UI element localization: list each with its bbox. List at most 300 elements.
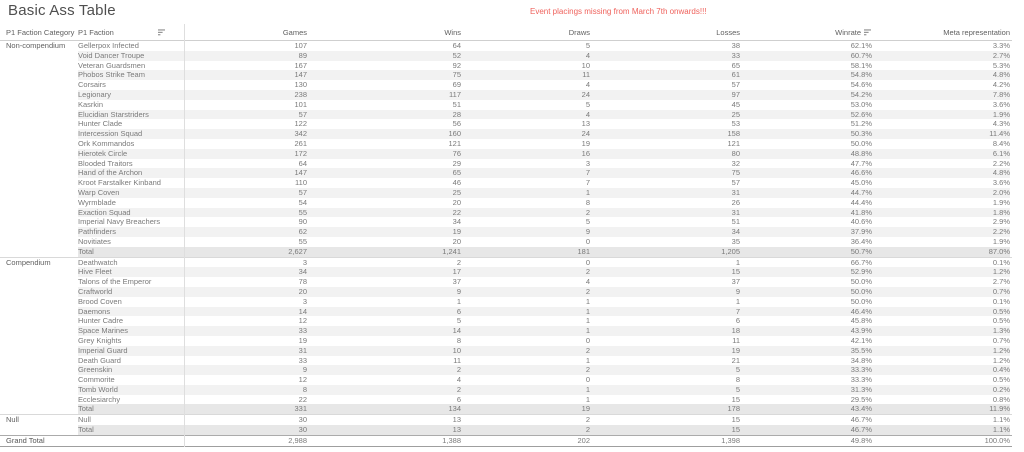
cell-losses: 158	[590, 129, 740, 139]
cell-meta-representation: 3.6%	[992, 99, 1010, 109]
cell-games: 8	[184, 385, 307, 395]
cell-draws: 2	[461, 346, 590, 356]
cell-faction: Legionary	[78, 90, 184, 100]
cell-draws: 16	[461, 149, 590, 159]
cell-faction: Corsairs	[78, 80, 106, 90]
cell-games: 30	[298, 415, 307, 425]
cell-winrate: 35.5%	[740, 346, 872, 356]
cell-meta-representation: 1.9%	[872, 110, 1010, 120]
cell-faction-category	[0, 365, 78, 375]
cell-faction	[78, 436, 184, 446]
cell-draws: 7	[585, 178, 590, 188]
cell-faction: Null	[78, 415, 91, 425]
cell-draws: 3	[585, 158, 590, 168]
cell-losses: 35	[731, 236, 740, 246]
header-games[interactable]: Games	[282, 27, 307, 37]
cell-winrate: 50.7%	[740, 247, 872, 257]
cell-meta-representation: 1.2%	[992, 355, 1010, 365]
cell-draws: 2	[461, 425, 590, 435]
cell-meta-representation: 87.0%	[872, 247, 1010, 257]
header-wins[interactable]: Wins	[444, 27, 461, 37]
cell-losses: 21	[731, 355, 740, 365]
cell-losses: 15	[731, 394, 740, 404]
cell-meta-representation: 1.1%	[872, 425, 1010, 435]
cell-faction-category	[0, 168, 78, 178]
cell-faction-category	[0, 267, 78, 277]
table-row	[0, 110, 1012, 120]
cell-losses: 8	[735, 375, 740, 385]
cell-faction: Hand of the Archon	[78, 168, 184, 178]
cell-winrate: 50.0%	[850, 138, 872, 148]
cell-wins: 160	[307, 129, 461, 139]
cell-draws: 2	[585, 415, 590, 425]
cell-games: 20	[184, 287, 307, 297]
cell-draws: 1	[461, 307, 590, 317]
cell-faction-category	[0, 346, 78, 356]
cell-faction-category	[0, 110, 78, 120]
cell-meta-representation: 0.5%	[992, 316, 1010, 326]
cell-faction-category	[0, 178, 78, 188]
cell-draws: 8	[585, 197, 590, 207]
cell-winrate: 52.9%	[740, 267, 872, 277]
cell-losses: 37	[731, 277, 740, 287]
cell-draws: 10	[581, 60, 590, 70]
cell-wins: 92	[452, 60, 461, 70]
cell-draws: 2	[461, 267, 590, 277]
cell-games: 34	[184, 267, 307, 277]
cell-faction-category	[0, 326, 78, 336]
cell-faction: Blooded Traitors	[78, 158, 133, 168]
cell-faction: Exaction Squad	[78, 208, 184, 218]
cell-games: 2,627	[184, 247, 307, 257]
header-faction-category[interactable]: P1 Faction Category	[6, 27, 75, 37]
cell-winrate: 46.6%	[740, 168, 872, 178]
cell-losses: 25	[590, 110, 740, 120]
cell-losses: 9	[590, 287, 740, 297]
table-row	[0, 356, 1012, 366]
table-row	[0, 267, 1012, 277]
cell-faction: Ork Kommandos	[78, 138, 135, 148]
cell-losses: 1	[735, 257, 740, 267]
data-table	[0, 24, 1012, 447]
cell-draws: 9	[461, 227, 590, 237]
table-row	[0, 435, 1012, 447]
cell-draws: 5	[585, 217, 590, 227]
cell-meta-representation: 1.8%	[872, 208, 1010, 218]
cell-games: 33	[298, 355, 307, 365]
cell-wins: 20	[452, 236, 461, 246]
cell-games: 342	[184, 129, 307, 139]
cell-draws: 24	[461, 90, 590, 100]
cell-games: 22	[298, 394, 307, 404]
cell-faction: Death Guard	[78, 355, 121, 365]
cell-losses: 5	[590, 365, 740, 375]
header-meta-representation[interactable]: Meta representation	[943, 27, 1010, 37]
cell-meta-representation: 2.2%	[872, 227, 1010, 237]
cell-winrate: 51.2%	[850, 119, 872, 129]
cell-faction: Tomb World	[78, 385, 184, 395]
table-row	[0, 159, 1012, 169]
cell-winrate: 36.4%	[850, 236, 872, 246]
cell-games: 55	[184, 208, 307, 218]
table-header-row	[0, 24, 1012, 41]
cell-wins: 117	[307, 90, 461, 100]
cell-faction: Veteran Guardsmen	[78, 60, 146, 70]
cell-faction-category	[0, 287, 78, 297]
cell-meta-representation: 0.5%	[992, 375, 1010, 385]
cell-losses: 1,398	[721, 435, 740, 445]
table-row	[0, 297, 1012, 307]
cell-wins: 69	[452, 80, 461, 90]
cell-faction-category	[0, 188, 78, 198]
cell-wins: 22	[307, 208, 461, 218]
cell-faction: Void Dancer Troupe	[78, 51, 184, 61]
cell-losses: 15	[590, 267, 740, 277]
cell-faction: Warp Coven	[78, 188, 184, 198]
table-row	[0, 365, 1012, 375]
cell-wins: 75	[307, 70, 461, 80]
cell-meta-representation: 6.1%	[872, 149, 1010, 159]
cell-faction-category	[0, 237, 78, 247]
cell-games: 12	[298, 316, 307, 326]
cell-winrate: 40.6%	[850, 217, 872, 227]
header-winrate[interactable]	[740, 28, 872, 37]
page-title: Basic Ass Table	[8, 2, 116, 19]
cell-faction-category	[0, 316, 78, 326]
cell-games: 12	[298, 375, 307, 385]
table-row	[0, 415, 1012, 425]
cell-games: 57	[184, 110, 307, 120]
cell-faction: Kasrkin	[78, 99, 104, 109]
cell-losses: 57	[731, 178, 740, 188]
cell-faction: Imperial Navy Breachers	[78, 217, 161, 227]
cell-draws: 202	[577, 435, 590, 445]
cell-draws: 1	[585, 296, 590, 306]
table-row	[0, 51, 1012, 61]
cell-winrate: 45.8%	[850, 316, 872, 326]
cell-losses: 5	[590, 385, 740, 395]
cell-wins: 14	[307, 326, 461, 336]
cell-meta-representation: 7.8%	[872, 90, 1010, 100]
table-row	[0, 70, 1012, 80]
cell-losses: 121	[727, 138, 740, 148]
cell-wins: 9	[307, 287, 461, 297]
cell-wins: 13	[452, 415, 461, 425]
cell-faction: Total	[78, 404, 184, 414]
cell-draws: 13	[581, 119, 590, 129]
cell-faction-category	[0, 385, 78, 395]
cell-faction-category	[0, 208, 78, 218]
cell-faction: Elucidian Starstriders	[78, 110, 184, 120]
cell-faction: Brood Coven	[78, 296, 122, 306]
cell-wins: 51	[452, 99, 461, 109]
cell-losses: 15	[731, 415, 740, 425]
cell-draws: 1	[461, 188, 590, 198]
cell-games: 89	[184, 51, 307, 61]
cell-winrate: 47.7%	[850, 158, 872, 168]
cell-games: 107	[294, 41, 307, 50]
cell-wins: 121	[448, 138, 461, 148]
table-row	[0, 247, 1012, 257]
cell-draws: 0	[585, 257, 590, 267]
cell-wins: 65	[307, 168, 461, 178]
cell-faction-category	[0, 336, 78, 346]
sort-descending-icon[interactable]	[158, 29, 166, 36]
cell-faction-category: Compendium	[6, 257, 51, 267]
cell-faction: Total	[78, 425, 184, 435]
cell-faction-category	[0, 129, 78, 139]
table-row	[0, 404, 1012, 414]
cell-faction: Wyrmblade	[78, 197, 116, 207]
cell-losses: 65	[731, 60, 740, 70]
cell-faction: Gellerpox Infected	[78, 41, 139, 50]
table-row	[0, 100, 1012, 110]
cell-faction-category	[0, 80, 78, 90]
cell-faction: Intercession Squad	[78, 129, 184, 139]
cell-meta-representation: 1.9%	[992, 197, 1010, 207]
cell-faction: Phobos Strike Team	[78, 70, 184, 80]
cell-winrate: 62.1%	[850, 41, 872, 50]
table-row	[0, 178, 1012, 188]
cell-faction-category: Null	[6, 415, 19, 425]
cell-draws: 11	[461, 70, 590, 80]
header-draws[interactable]: Draws	[568, 27, 590, 37]
cell-losses: 1,205	[590, 247, 740, 257]
cell-meta-representation: 2.2%	[992, 158, 1010, 168]
cell-draws: 19	[461, 404, 590, 414]
cell-losses: 11	[732, 335, 740, 345]
cell-faction: Hive Fleet	[78, 267, 184, 277]
cell-meta-representation: 4.2%	[992, 80, 1010, 90]
cell-losses: 19	[590, 346, 740, 356]
table-row	[0, 326, 1012, 336]
cell-losses: 6	[735, 316, 740, 326]
cell-meta-representation: 1.3%	[872, 326, 1010, 336]
cell-games: 331	[184, 404, 307, 414]
table-row	[0, 316, 1012, 326]
cell-faction: Hunter Cadre	[78, 316, 124, 326]
cell-wins: 1	[456, 296, 461, 306]
cell-draws: 1	[585, 394, 590, 404]
header-faction[interactable]	[78, 28, 184, 37]
cell-wins: 13	[307, 425, 461, 435]
cell-faction: Craftworld	[78, 287, 184, 297]
cell-losses: 33	[590, 51, 740, 61]
cell-meta-representation: 3.6%	[992, 178, 1010, 188]
cell-draws: 4	[461, 110, 590, 120]
cell-losses: 51	[731, 217, 740, 227]
cell-draws: 1	[461, 385, 590, 395]
cell-faction: Commorite	[78, 375, 115, 385]
cell-faction-category	[0, 375, 78, 385]
cell-losses: 178	[590, 404, 740, 414]
cell-winrate: 43.4%	[740, 404, 872, 414]
cell-losses: 26	[731, 197, 740, 207]
table-row	[0, 90, 1012, 100]
cell-winrate: 34.8%	[850, 355, 872, 365]
cell-wins: 29	[452, 158, 461, 168]
cell-winrate: 33.3%	[850, 375, 872, 385]
table-row	[0, 41, 1012, 51]
cell-winrate: 41.8%	[740, 208, 872, 218]
cell-losses: 32	[731, 158, 740, 168]
cell-wins: 2	[307, 365, 461, 375]
cell-losses: 34	[590, 227, 740, 237]
header-losses[interactable]: Losses	[716, 27, 740, 37]
cell-draws: 2	[461, 287, 590, 297]
cell-winrate: 46.7%	[740, 425, 872, 435]
cell-meta-representation: 11.4%	[872, 129, 1010, 139]
cell-faction: Ecclesiarchy	[78, 394, 121, 404]
cell-meta-representation: 2.9%	[992, 217, 1010, 227]
cell-meta-representation: 1.9%	[992, 236, 1010, 246]
cell-draws: 0	[585, 375, 590, 385]
cell-wins: 17	[307, 267, 461, 277]
cell-winrate: 54.2%	[740, 90, 872, 100]
cell-games: 147	[184, 168, 307, 178]
cell-meta-representation: 0.7%	[872, 287, 1010, 297]
cell-winrate: 37.9%	[740, 227, 872, 237]
cell-faction-category	[0, 356, 78, 366]
cell-games: 78	[298, 277, 307, 287]
cell-draws: 1	[585, 355, 590, 365]
cell-winrate: 45.0%	[850, 178, 872, 188]
cell-wins: 5	[456, 316, 461, 326]
cell-faction-category	[0, 404, 78, 414]
cell-winrate: 49.8%	[850, 435, 872, 445]
category-group	[0, 414, 1012, 435]
cell-games: 147	[184, 70, 307, 80]
cell-winrate: 66.7%	[850, 257, 872, 267]
cell-faction-category	[0, 198, 78, 208]
cell-games: 9	[184, 365, 307, 375]
cell-faction: Greenskin	[78, 365, 184, 375]
cell-draws: 19	[581, 138, 590, 148]
cell-wins: 11	[453, 355, 461, 365]
cell-games: 167	[294, 60, 307, 70]
cell-losses: 18	[590, 326, 740, 336]
table-row	[0, 237, 1012, 247]
cell-games: 33	[184, 326, 307, 336]
cell-faction: Pathfinders	[78, 227, 184, 237]
header-winrate-label: Winrate	[835, 27, 861, 37]
table-row	[0, 208, 1012, 218]
cell-meta-representation: 1.1%	[992, 415, 1010, 425]
table-row	[0, 149, 1012, 159]
cell-losses: 61	[590, 70, 740, 80]
table-row	[0, 80, 1012, 90]
cell-faction: Total	[78, 247, 184, 257]
cell-games: 57	[184, 188, 307, 198]
cell-wins: 64	[452, 41, 461, 50]
cell-games: 90	[298, 217, 307, 227]
cell-meta-representation: 0.1%	[992, 257, 1010, 267]
cell-faction-category	[0, 425, 78, 435]
cell-losses: 38	[731, 41, 740, 50]
header-column-divider	[184, 24, 185, 447]
cell-faction: Space Marines	[78, 326, 184, 336]
cell-meta-representation: 3.3%	[992, 41, 1010, 50]
cell-faction-category	[0, 100, 78, 110]
table-row	[0, 168, 1012, 178]
cell-winrate: 58.1%	[850, 60, 872, 70]
cell-games: 101	[294, 99, 307, 109]
cell-faction: Hierotek Circle	[78, 149, 184, 159]
table-row	[0, 198, 1012, 208]
cell-meta-representation: 2.7%	[872, 51, 1010, 61]
cell-faction-category	[0, 217, 78, 227]
cell-games: 261	[294, 138, 307, 148]
cell-wins: 6	[307, 307, 461, 317]
cell-meta-representation: 4.3%	[992, 119, 1010, 129]
cell-wins: 20	[452, 197, 461, 207]
table-row	[0, 227, 1012, 237]
cell-meta-representation: 100.0%	[984, 435, 1010, 445]
table-row	[0, 346, 1012, 356]
cell-losses: 97	[590, 90, 740, 100]
cell-winrate: 29.5%	[850, 394, 872, 404]
cell-wins: 2	[456, 257, 461, 267]
cell-wins: 25	[307, 188, 461, 198]
cell-meta-representation: 0.2%	[872, 385, 1010, 395]
cell-faction-category	[0, 70, 78, 80]
cell-games: 238	[184, 90, 307, 100]
table-row	[0, 287, 1012, 297]
cell-faction-category	[0, 51, 78, 61]
cell-faction-category	[0, 61, 78, 71]
cell-wins: 28	[307, 110, 461, 120]
cell-losses: 45	[731, 99, 740, 109]
cell-wins: 37	[452, 277, 461, 287]
cell-games: 110	[295, 178, 307, 188]
cell-faction-category	[0, 90, 78, 100]
cell-faction: Talons of the Emperor	[78, 277, 152, 287]
cell-wins: 1,388	[442, 435, 461, 445]
cell-games: 62	[184, 227, 307, 237]
cell-losses: 1	[735, 296, 740, 306]
cell-games: 2,988	[288, 435, 307, 445]
cell-wins: 2	[307, 385, 461, 395]
cell-winrate: 54.6%	[850, 80, 872, 90]
cell-faction-category	[0, 247, 78, 257]
cell-games: 3	[302, 296, 307, 306]
cell-meta-representation: 0.8%	[992, 394, 1010, 404]
cell-games: 54	[298, 197, 307, 207]
cell-winrate: 46.7%	[850, 415, 872, 425]
cell-draws: 1	[585, 316, 590, 326]
cell-winrate: 44.7%	[740, 188, 872, 198]
cell-wins: 4	[456, 375, 461, 385]
cell-draws: 2	[461, 365, 590, 375]
cell-faction-category	[0, 227, 78, 237]
cell-meta-representation: 4.8%	[872, 168, 1010, 178]
table-row	[0, 425, 1012, 435]
cell-faction: Novitiates	[78, 236, 111, 246]
table-row	[0, 307, 1012, 317]
cell-meta-representation: 2.7%	[992, 277, 1010, 287]
table-row	[0, 336, 1012, 346]
cell-winrate: 50.3%	[740, 129, 872, 139]
cell-meta-representation: 8.4%	[992, 138, 1010, 148]
cell-winrate: 33.3%	[740, 365, 872, 375]
cell-meta-representation: 2.0%	[872, 188, 1010, 198]
cell-games: 130	[294, 80, 307, 90]
table-row	[0, 119, 1012, 129]
sort-descending-icon[interactable]	[864, 29, 872, 36]
cell-winrate: 50.0%	[850, 296, 872, 306]
cell-winrate: 52.6%	[740, 110, 872, 120]
cell-wins: 8	[456, 335, 461, 345]
